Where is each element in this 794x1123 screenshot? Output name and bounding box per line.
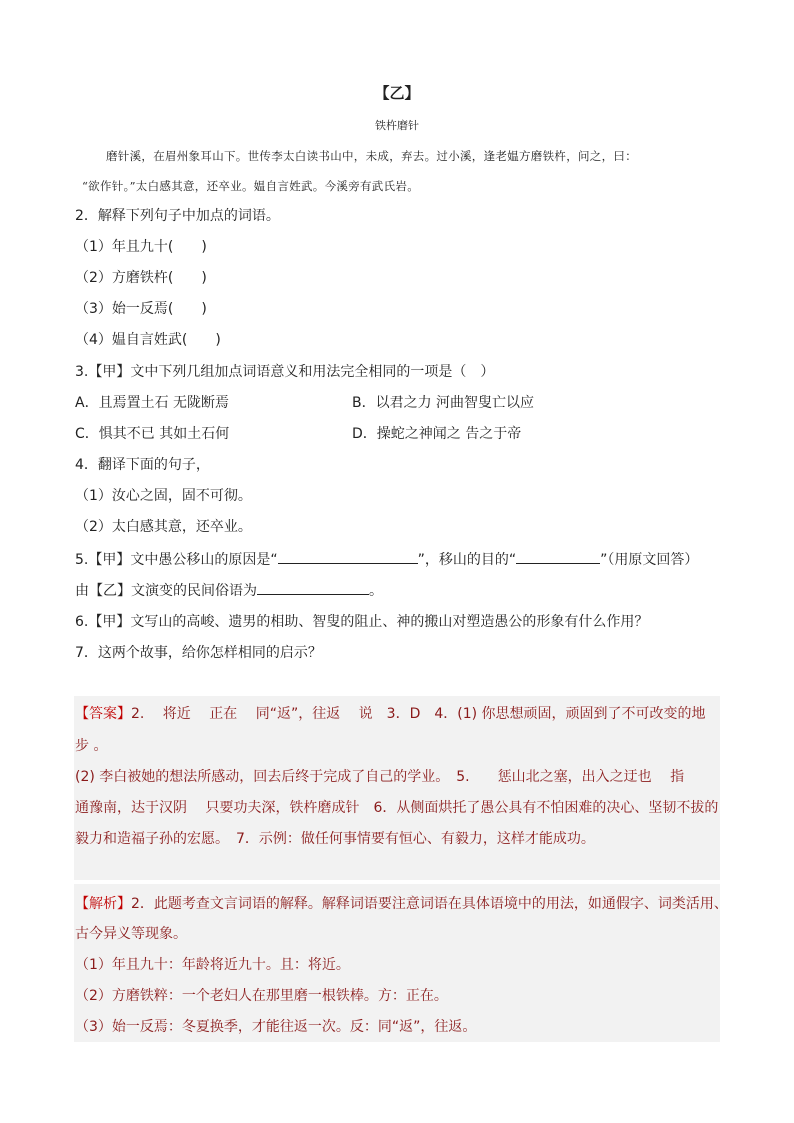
analysis-text: 2．此题考查文言词语的解释。解释词语要注意词语在具体语境中的用法，如通假字、词类活用、 xyxy=(131,896,728,912)
question-5-text: 由【乙】文演变的民间俗语为 xyxy=(75,583,257,599)
analysis-line: （3）始一反焉：冬夏换季，才能往返一次。反：同“返”，往返。 xyxy=(75,1019,477,1035)
question-5-cont xyxy=(75,580,383,601)
answer-blank[interactable] xyxy=(516,549,600,564)
answer-blank[interactable] xyxy=(278,549,418,564)
question-4: 4．翻译下面的句子， xyxy=(75,457,210,473)
answer-line xyxy=(75,704,706,724)
option-d: D．操蛇之神闻之 告之于帝 xyxy=(352,426,522,442)
answer-line: 步 。 xyxy=(75,738,108,754)
question-2-4: （4）媪自言姓武( ) xyxy=(75,332,221,348)
question-5-text: ”（用原文回答） xyxy=(600,552,699,568)
answer-text: 2. 将近 正在 同“返”，往返 说 3．D 4．(1) 你思想顽固，顽固到了不可改变的地 xyxy=(131,706,706,722)
answer-line: 通豫南，达于汉阴 只要功夫深，铁杵磨成针 6．从侧面烘托了愚公具有不怕困难的决心、坚韧不拔的 xyxy=(75,800,719,816)
analysis-line xyxy=(75,894,728,914)
question-2-1: （1）年且九十( ) xyxy=(75,239,207,255)
answer-blank[interactable] xyxy=(257,580,369,595)
question-2-2: （2）方磨铁杵( ) xyxy=(75,270,207,286)
passage-subtitle: 铁杵磨针 xyxy=(375,119,419,132)
answer-label: 【答案】 xyxy=(75,706,131,722)
option-a: A．且焉置土石 无陇断焉 xyxy=(75,395,230,411)
question-5 xyxy=(75,549,698,570)
analysis-label: 【解析】 xyxy=(75,896,131,912)
question-5-text: 5.【甲】文中愚公移山的原因是“ xyxy=(75,552,278,568)
analysis-line: 古今异义等现象。 xyxy=(75,926,187,942)
question-5-text: ”，移山的目的“ xyxy=(417,552,517,568)
analysis-line: （2）方磨铁粹：一个老妇人在那里磨一根铁棒。方：正在。 xyxy=(75,988,448,1004)
passage-line: 磨针溪，在眉州象耳山下。世传李太白读书山中，未成，弃去。过小溪，逢老媪方磨铁杵，问之，曰： xyxy=(106,149,637,163)
question-6: 6.【甲】文写山的高峻、遗男的相助、智叟的阻止、神的搬山对塑造愚公的形象有什么作用？ xyxy=(75,614,649,630)
question-4-1: （1）汝心之固，固不可彻。 xyxy=(75,488,252,504)
analysis-line: （1）年且九十：年龄将近九十。且：将近。 xyxy=(75,957,350,973)
question-5-text: 。 xyxy=(369,583,383,599)
answer-line: (2) 李白被她的想法所感动，回去后终于完成了自己的学业。 5. 惩山北之塞，出入之迂也 指 xyxy=(75,769,685,785)
passage-line: “欲作针。”太白感其意，还卒业。媪自言姓武。今溪旁有武氏岩。 xyxy=(82,179,420,193)
question-4-2: （2）太白感其意，还卒业。 xyxy=(75,519,252,535)
option-b: B．以君之力 河曲智叟亡以应 xyxy=(352,395,535,411)
question-7: 7．这两个故事，给你怎样相同的启示？ xyxy=(75,645,322,661)
answer-line: 毅力和造福子孙的宏愿。 7．示例：做任何事情要有恒心、有毅力，这样才能成功。 xyxy=(75,831,595,847)
question-2: 2．解释下列句子中加点的词语。 xyxy=(75,208,280,224)
passage-title: 【乙】 xyxy=(374,84,420,102)
question-3: 3.【甲】文中下列几组加点词语意义和用法完全相同的一项是（ ） xyxy=(75,364,495,380)
option-c: C．惧其不已 其如土石何 xyxy=(75,426,230,442)
question-2-3: （3）始一反焉( ) xyxy=(75,301,207,317)
